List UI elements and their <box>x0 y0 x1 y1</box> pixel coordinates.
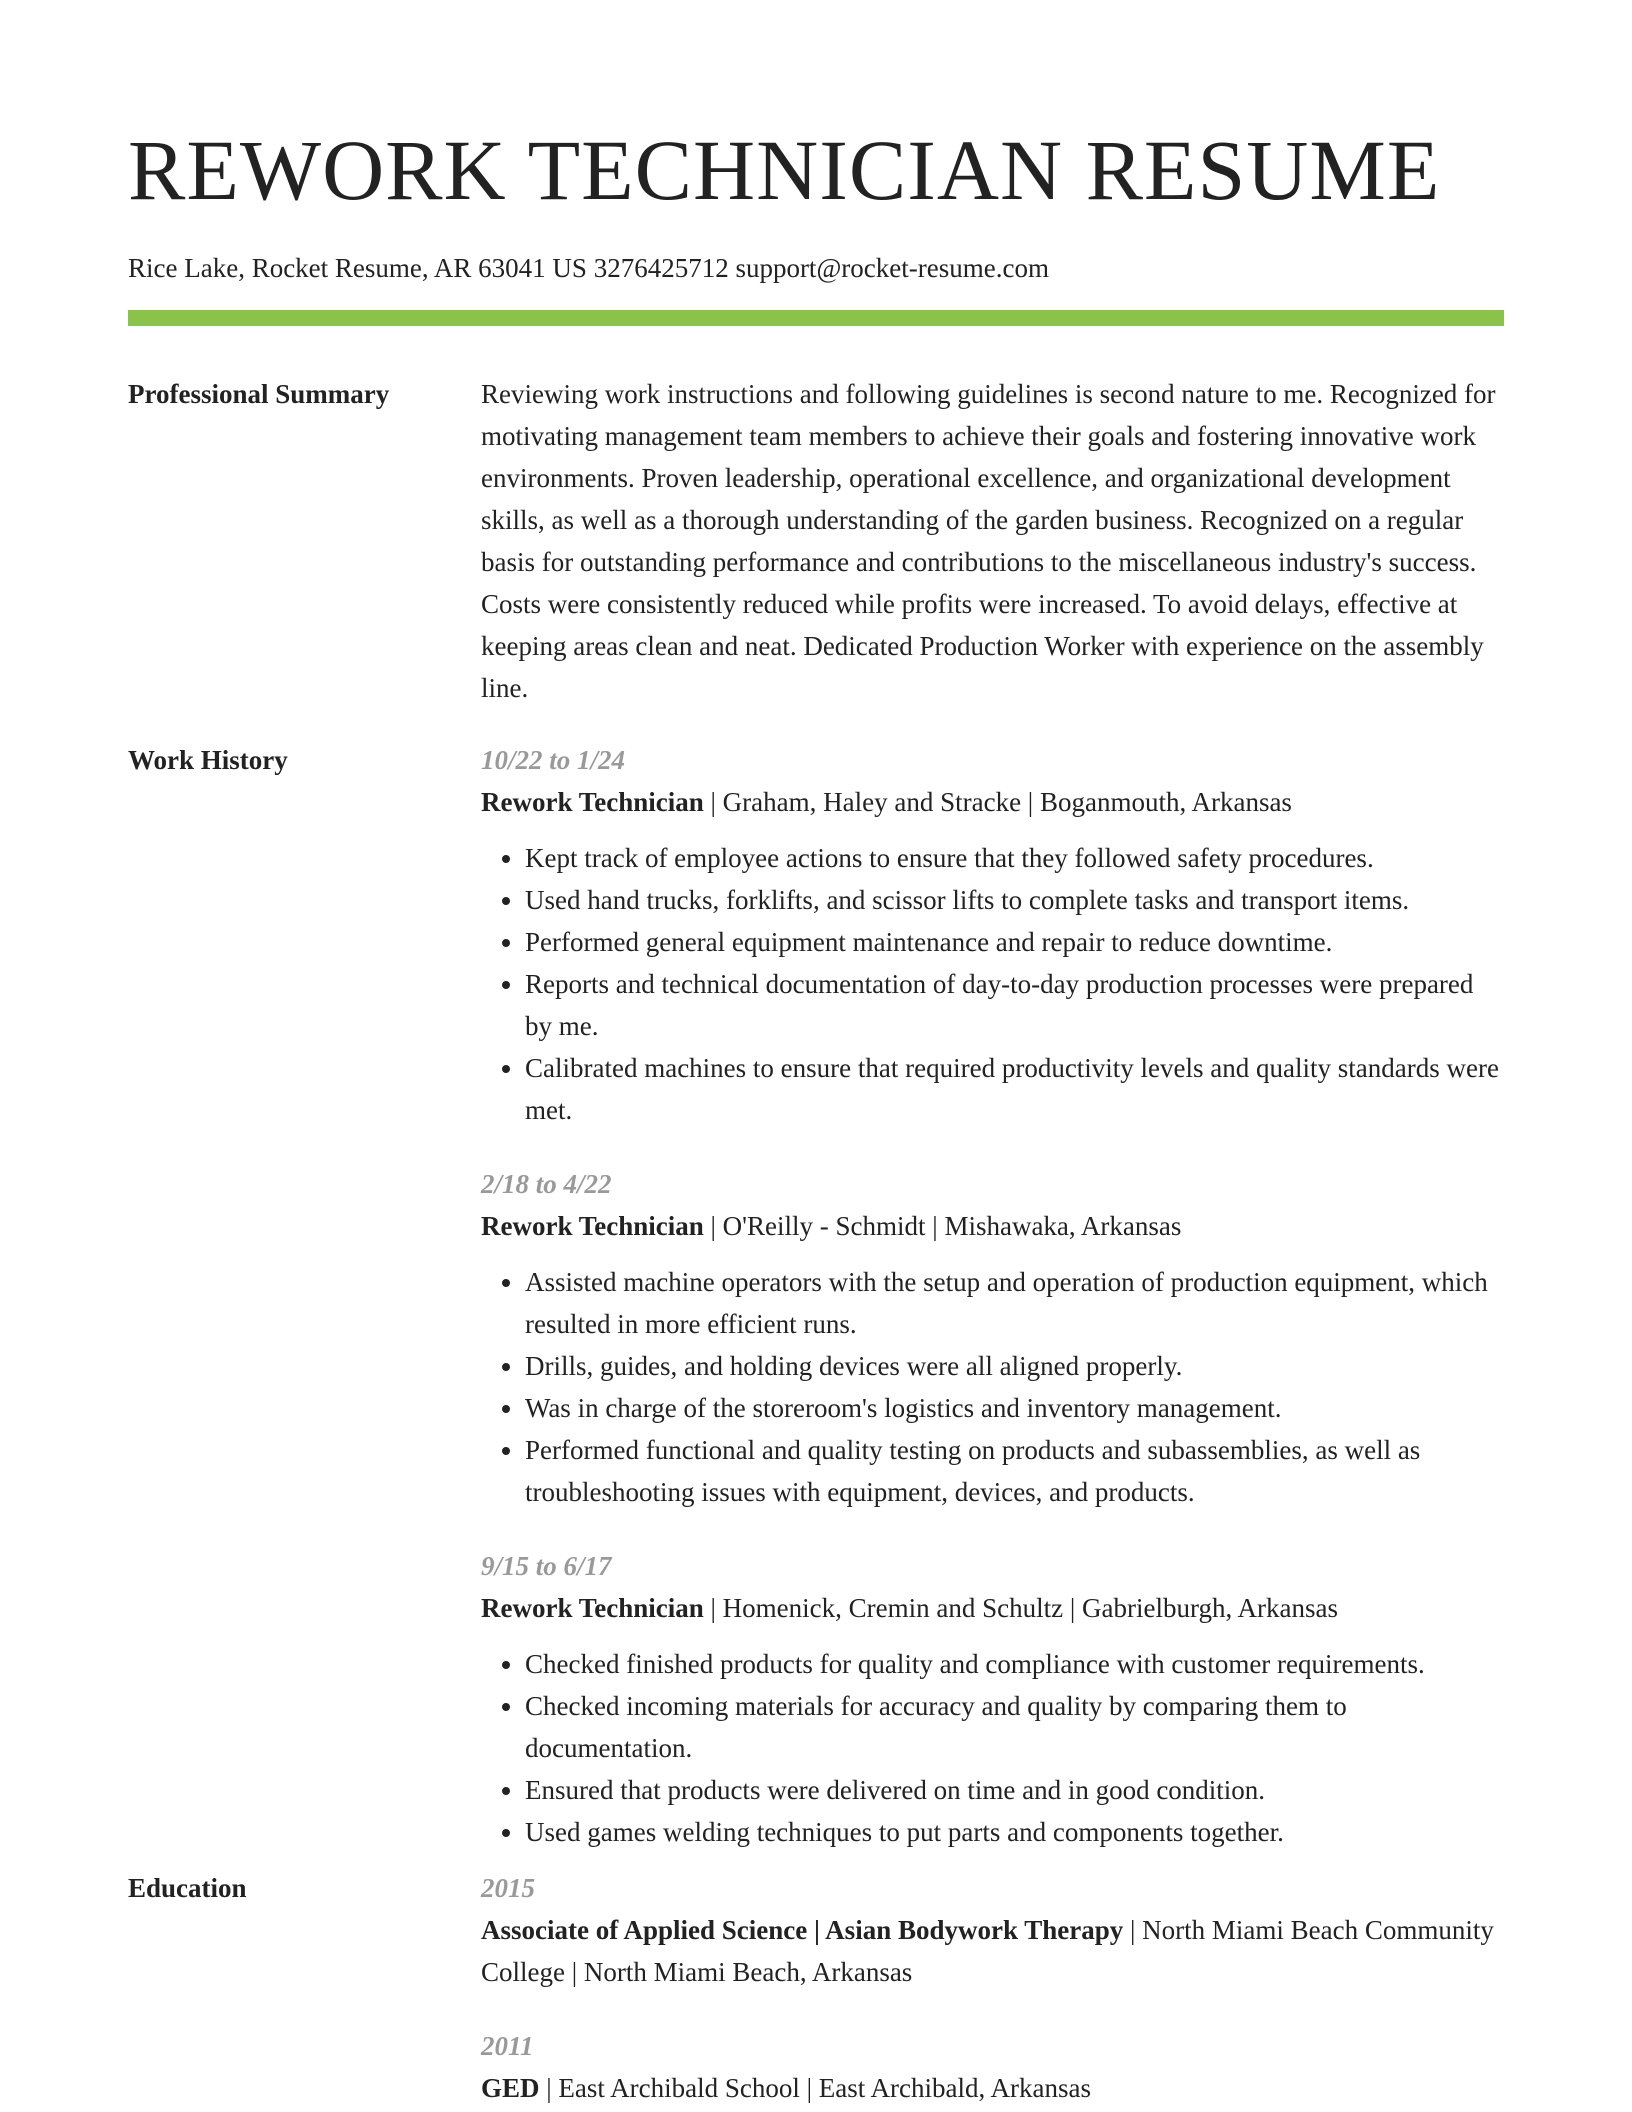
job-bullet: • Used hand trucks, forklifts, and scissor lifts to complete tasks and transport items. <box>525 879 1504 921</box>
job-bullet: • Calibrated machines to ensure that required productivity levels and quality standards were met. <box>525 1047 1504 1131</box>
education-line <box>481 2067 1504 2109</box>
contact-address: Rice Lake, Rocket Resume, AR 63041 US <box>128 253 587 283</box>
contact-email: support@rocket-resume.com <box>735 253 1049 283</box>
education-entry <box>481 2025 1504 2109</box>
job-bullets <box>481 1261 1504 1513</box>
accent-divider <box>128 310 1504 326</box>
education-body <box>481 1867 1504 2109</box>
job-bullet: • Drills, guides, and holding devices were all aligned properly. <box>525 1345 1504 1387</box>
job-bullet: • Reports and technical documentation of day-to-day production processes were prepared by me. <box>525 963 1504 1047</box>
education-heading: Education <box>128 1873 247 1903</box>
job-bullet: • Performed functional and quality testing on products and subassemblies, as well as troubleshooting issues with equipment, devices, and products. <box>525 1429 1504 1513</box>
summary-body <box>481 373 1504 709</box>
job-details: | Graham, Haley and Stracke | Boganmouth, Arkansas <box>703 787 1292 817</box>
job-heading <box>481 781 1504 823</box>
summary-section <box>128 373 1504 709</box>
job-bullet: • Used games welding techniques to put parts and components together. <box>525 1811 1504 1853</box>
job-bullet: • Kept track of employee actions to ensure that they followed safety procedures. <box>525 837 1504 879</box>
education-entry <box>481 1867 1504 1993</box>
job-dates: 2/18 to 4/22 <box>481 1169 612 1199</box>
job-dates: 10/22 to 1/24 <box>481 745 626 775</box>
education-degree: Associate of Applied Science | Asian Bodywork Therapy <box>481 1915 1124 1945</box>
job-bullet: • Checked finished products for quality and compliance with customer requirements. <box>525 1643 1504 1685</box>
job-bullets <box>481 1643 1504 1853</box>
contact-phone: 3276425712 <box>593 253 729 283</box>
job-entry <box>481 1545 1504 1853</box>
job-bullet: • Performed general equipment maintenance and repair to reduce downtime. <box>525 921 1504 963</box>
job-title: Rework Technician <box>481 1211 704 1241</box>
job-dates: 9/15 to 6/17 <box>481 1551 612 1581</box>
job-bullet: • Assisted machine operators with the setup and operation of production equipment, which resulted in more efficient runs. <box>525 1261 1504 1345</box>
education-year: 2011 <box>481 2031 534 2061</box>
job-entry <box>481 739 1504 1131</box>
job-bullet: • Checked incoming materials for accuracy and quality by comparing them to documentation. <box>525 1685 1504 1769</box>
education-details: | East Archibald School | East Archibald, Arkansas <box>539 2073 1091 2103</box>
job-heading <box>481 1587 1504 1629</box>
education-details: | North Miami Beach Community College | North Miami Beach, Arkansas <box>481 1915 1494 1987</box>
summary-text: Reviewing work instructions and following guidelines is second nature to me. Recognized for motivating management team members to achieve their goals and fostering innovative work environments. Proven leadership, operational excellence, and organizational development skills, as well as a thorough understanding of the garden business. Recognized on a regular basis for outstanding performance and contributions to the miscellaneous industry's success. Costs were consistently reduced while profits were increased. To avoid delays, effective at keeping areas clean and neat. Dedicated Production Worker with experience on the assembly line. <box>481 379 1496 703</box>
work-history-body <box>481 739 1504 1853</box>
contact-line <box>128 250 1504 286</box>
job-bullets <box>481 837 1504 1131</box>
job-bullet: • Ensured that products were delivered on time and in good condition. <box>525 1769 1504 1811</box>
resume-title: REWORK TECHNICIAN RESUME <box>128 122 1441 218</box>
job-entry <box>481 1163 1504 1513</box>
summary-heading: Professional Summary <box>128 379 390 409</box>
education-section <box>128 1867 1504 2109</box>
job-heading <box>481 1205 1504 1247</box>
job-title: Rework Technician <box>481 1593 704 1623</box>
education-year: 2015 <box>481 1873 535 1903</box>
job-title: Rework Technician <box>481 787 704 817</box>
education-line <box>481 1909 1504 1993</box>
job-details: | Homenick, Cremin and Schultz | Gabrielburgh, Arkansas <box>703 1593 1338 1623</box>
work-history-section <box>128 739 1504 1853</box>
job-details: | O'Reilly - Schmidt | Mishawaka, Arkansas <box>703 1211 1182 1241</box>
job-bullet: • Was in charge of the storeroom's logistics and inventory management. <box>525 1387 1504 1429</box>
work-history-heading: Work History <box>128 745 288 775</box>
education-degree: GED <box>481 2073 540 2103</box>
